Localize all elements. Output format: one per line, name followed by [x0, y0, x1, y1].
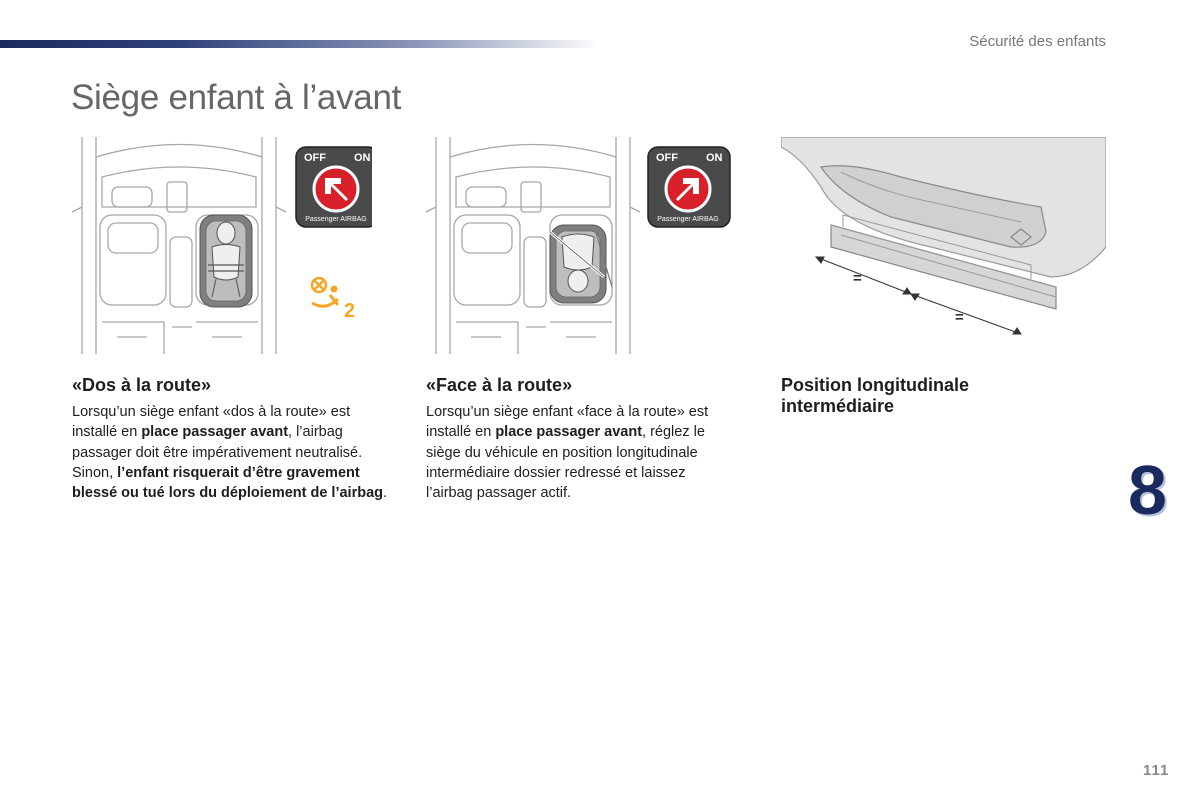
rear-facing-paragraph [72, 402, 388, 503]
svg-text:Passenger AIRBAG: Passenger AIRBAG [657, 216, 719, 223]
svg-text:OFF: OFF [656, 152, 678, 164]
car-interior-sketch [426, 137, 640, 354]
page-number: 111 [1143, 762, 1170, 779]
bold-text-segment: place passager avant [495, 424, 643, 441]
intermediate-position-title: Position longitudinale intermédiaire [781, 375, 969, 416]
text-segment: , réglez le siège du véhicule en position longitudinale intermédiaire dossier redressé et laissez l’airbag passager actif. [426, 424, 705, 502]
bold-text-segment: place passager avant [141, 424, 289, 441]
car-interior-sketch [72, 137, 286, 354]
rail-mark-1: = [853, 270, 862, 287]
child-seat-forward-facing [550, 225, 612, 303]
forward-facing-title: «Face à la route» [426, 375, 573, 395]
forward-facing-paragraph [426, 402, 731, 503]
section-header: Sécurité des enfants [969, 33, 1106, 50]
svg-text:OFF: OFF [304, 152, 326, 164]
child-seat-rear-facing [200, 215, 252, 307]
forward-facing-figure [426, 137, 732, 354]
header-gradient-bar [0, 40, 600, 48]
text-segment: Lorsqu’un siège enfant «face à la route» est installé en [426, 404, 709, 441]
airbag-switch-off-icon [296, 147, 372, 227]
rail-mark-2: = [955, 309, 964, 326]
bold-text-segment: l’enfant risquerait d’être gravement blessé ou tué lors du déploiement de l’airbag [72, 464, 384, 502]
svg-text:ON: ON [354, 152, 371, 164]
svg-text:2: 2 [344, 300, 356, 322]
svg-text:ON: ON [706, 152, 723, 164]
page-title: Siège enfant à l’avant [71, 78, 402, 117]
airbag-warning-icon [312, 278, 355, 322]
text-segment: . [383, 485, 388, 502]
text-segment: Lorsqu’un siège enfant «dos à la route» est installé en [72, 404, 351, 441]
rear-facing-figure [72, 137, 372, 354]
svg-text:Passenger AIRBAG: Passenger AIRBAG [305, 216, 367, 223]
chapter-number: 8 [1128, 451, 1165, 529]
airbag-switch-on-icon [648, 147, 730, 227]
seat-rail-figure [781, 137, 1106, 354]
rear-facing-title: «Dos à la route» [72, 375, 212, 395]
text-segment: , l’airbag passager doit être impérativement neutralisé. Sinon, [72, 424, 363, 481]
